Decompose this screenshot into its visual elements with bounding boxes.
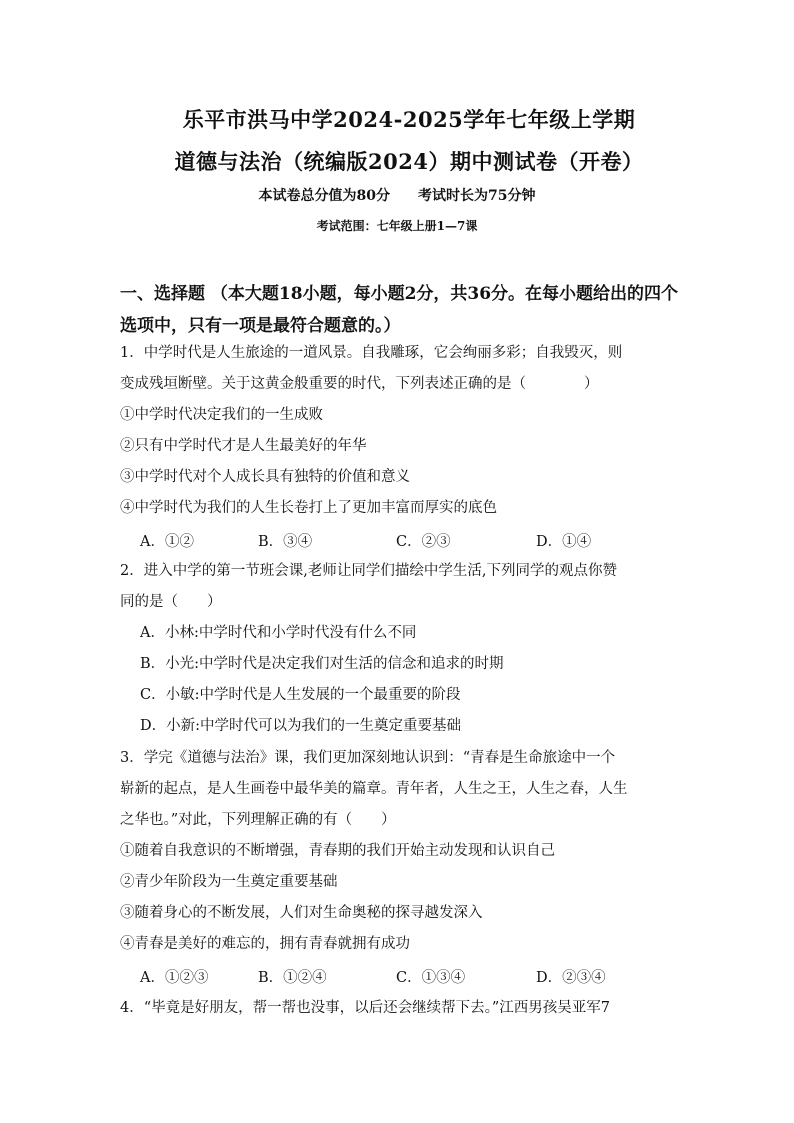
q3-option-d[interactable]: D．②③④ [536, 970, 606, 986]
time-info: 考试时长为75分钟 [418, 188, 536, 204]
section-heading: 一、选择题 （本大题18小题，每小题2分，共36分。在每小题给出的四个选项中，只有一项是最符合题意的。） [120, 284, 679, 336]
q1-option-a[interactable]: A．①② [140, 534, 194, 550]
q1-stem-line1: 1．中学时代是人生旅途的一道风景。自我雕琢，它会绚丽多彩；自我毁灭，则 [120, 345, 623, 361]
exam-title-line1: 乐平市洪马中学2024-2025学年七年级上学期 [182, 107, 636, 132]
q2-option-b[interactable]: B．小光:中学时代是决定我们对生活的信念和追求的时期 [140, 656, 504, 672]
q2-option-d[interactable]: D．小新:中学时代可以为我们的一生奠定重要基础 [140, 718, 462, 734]
q3-option-b[interactable]: B．①②④ [258, 970, 327, 986]
score-info: 本试卷总分值为80分 [258, 188, 390, 204]
q3-stem-line3: 之华也。”对此，下列理解正确的有（ ） [120, 812, 396, 828]
exam-scope: 考试范围：七年级上册1—7课 [316, 219, 478, 233]
q4-stem-line1: 4．“毕竟是好朋友，帮一帮也没事，以后还会继续帮下去。”江西男孩吴亚军7 [120, 1000, 611, 1016]
q1-option-d[interactable]: D．①④ [536, 534, 592, 550]
q3-item-3: ③随着身心的不断发展，人们对生命奥秘的探寻越发深入 [120, 905, 483, 921]
q3-options [140, 966, 660, 986]
q1-options [140, 530, 660, 550]
q2-stem-line1: 2．进入中学的第一节班会课,老师让同学们描绘中学生活,下列同学的观点你赞 [120, 563, 617, 579]
q2-option-a[interactable]: A．小林:中学时代和小学时代没有什么不同 [140, 625, 417, 641]
q3-item-2: ②青少年阶段为一生奠定重要基础 [120, 874, 338, 890]
q2-option-c[interactable]: C．小敏:中学时代是人生发展的一个最重要的阶段 [140, 687, 461, 703]
q1-option-c[interactable]: C．②③ [396, 534, 451, 550]
exam-info [0, 185, 794, 205]
q1-item-4: ④中学时代为我们的人生长卷打上了更加丰富而厚实的底色 [120, 500, 497, 516]
q1-item-2: ②只有中学时代才是人生最美好的年华 [120, 438, 367, 454]
q3-item-4: ④青春是美好的难忘的，拥有青春就拥有成功 [120, 936, 410, 952]
q1-item-3: ③中学时代对个人成长具有独特的价值和意义 [120, 469, 410, 485]
q1-item-1: ①中学时代决定我们的一生成败 [120, 407, 323, 423]
q3-item-1: ①随着自我意识的不断增强，青春期的我们开始主动发现和认识自己 [120, 843, 555, 859]
exam-title-line2: 道德与法治（统编版2024）期中测试卷（开卷） [174, 149, 644, 174]
q3-option-c[interactable]: C．①③④ [396, 970, 466, 986]
q3-stem-line2: 崭新的起点，是人生画卷中最华美的篇章。青年者，人生之王，人生之春，人生 [120, 781, 628, 797]
q3-stem-line1: 3．学完《道德与法治》课，我们更加深刻地认识到：“青春是生命旅途中一个 [120, 750, 616, 766]
q1-stem-line2: 变成残垣断壁。关于这黄金般重要的时代，下列表述正确的是（ ） [120, 376, 599, 392]
q2-stem-line2: 同的是（ ） [120, 594, 222, 610]
q1-option-b[interactable]: B．③④ [258, 534, 313, 550]
q3-option-a[interactable]: A．①②③ [140, 970, 209, 986]
